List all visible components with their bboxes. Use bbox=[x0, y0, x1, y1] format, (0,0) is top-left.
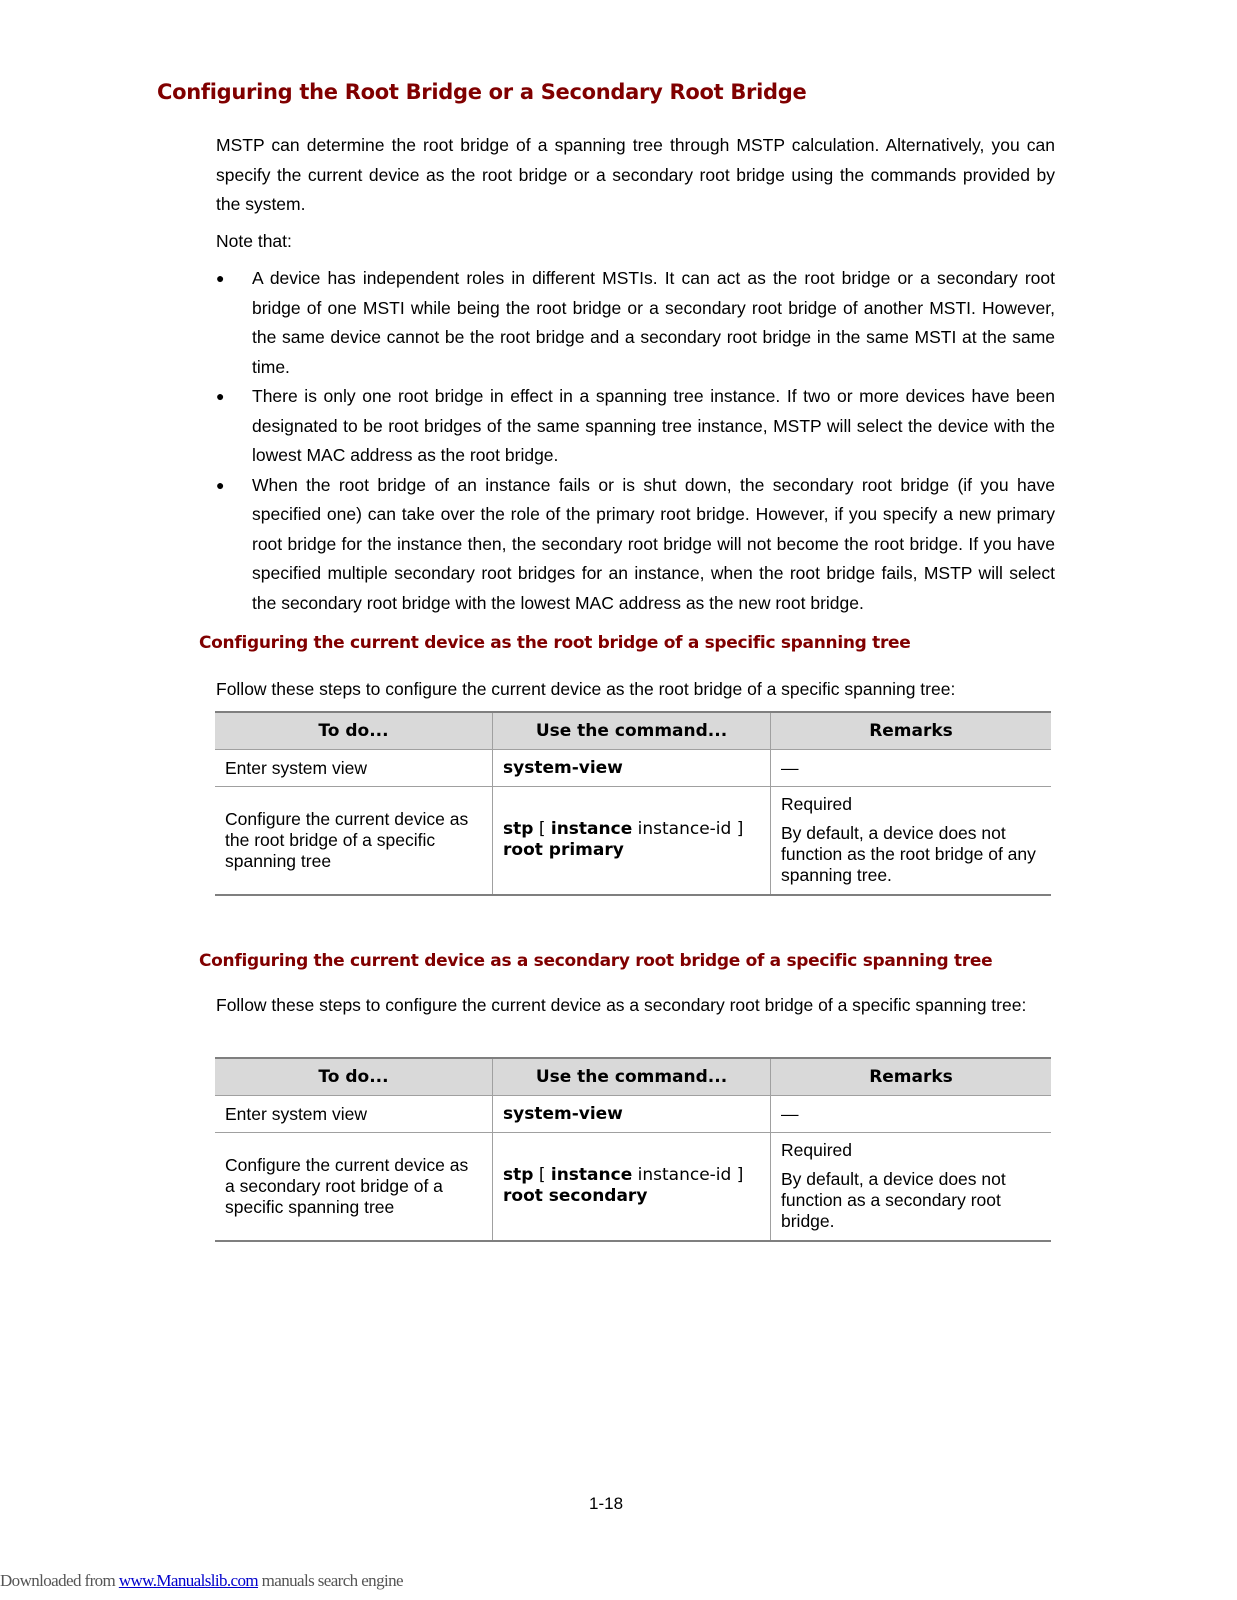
subsection-title-root-secondary: Configuring the current device as a secondary root bridge of a specific spanning tree bbox=[199, 951, 993, 971]
command-keyword: root primary bbox=[503, 840, 624, 861]
column-header-todo: To do... bbox=[215, 712, 493, 750]
notes-list bbox=[216, 264, 1055, 618]
column-header-command: Use the command... bbox=[493, 1058, 771, 1096]
command-argument: instance-id ] bbox=[632, 1165, 744, 1186]
command-cell bbox=[493, 1133, 771, 1241]
table-row bbox=[215, 750, 1051, 787]
command-keyword: instance bbox=[550, 1165, 633, 1186]
command-argument: instance-id ] bbox=[632, 819, 744, 840]
todo-cell: Configure the current device as a secondary root bridge of a specific spanning tree bbox=[215, 1133, 493, 1241]
remark-detail: By default, a device does not function as a secondary root bridge. bbox=[781, 1169, 1006, 1232]
command-cell: system-view bbox=[493, 1096, 771, 1133]
list-item bbox=[216, 382, 1055, 471]
command-table-root-primary bbox=[215, 711, 1051, 896]
remarks-cell: — bbox=[771, 1096, 1052, 1133]
todo-cell: Enter system view bbox=[215, 750, 493, 787]
table-row bbox=[215, 787, 1051, 895]
command-cell: system-view bbox=[493, 750, 771, 787]
remark-required: Required bbox=[781, 1140, 853, 1161]
table-row bbox=[215, 1133, 1051, 1241]
note-text: There is only one root bridge in effect in a spanning tree instance. If two or more devices have been designated to be root bridges of the same spanning tree instance, MSTP will select the device with the lowest MAC address as the root bridge. bbox=[252, 386, 1055, 465]
note-text: When the root bridge of an instance fails or is shut down, the secondary root bridge (if you have specified one) can take over the role of the primary root bridge. However, if you specify a new primary root bridge for the instance then, the secondary root bridge will not become the root bridge. If you have specified multiple secondary root bridges for an instance, when the root bridge fails, MSTP will select the secondary root bridge with the lowest MAC address as the new root bridge. bbox=[252, 474, 1055, 613]
subsection-title-root-primary: Configuring the current device as the root bridge of a specific spanning tree bbox=[199, 633, 911, 653]
bullet-icon: ● bbox=[216, 476, 225, 493]
intro-paragraph: MSTP can determine the root bridge of a spanning tree through MSTP calculation. Alternatively, you can specify the current device as the root bridge or a secondary root bridge using the commands provided by the system. bbox=[216, 135, 1055, 214]
command-keyword: root secondary bbox=[503, 1186, 648, 1207]
remarks-cell bbox=[771, 1133, 1052, 1241]
remark-detail: By default, a device does not function as the root bridge of any spanning tree. bbox=[781, 823, 1036, 886]
remarks-cell bbox=[771, 787, 1052, 895]
section-title: Configuring the Root Bridge or a Secondary Root Bridge bbox=[157, 80, 807, 104]
page-number: 1-18 bbox=[589, 1494, 624, 1513]
bullet-icon: ● bbox=[216, 388, 225, 404]
column-header-command: Use the command... bbox=[493, 712, 771, 750]
command-cell bbox=[493, 787, 771, 895]
command-bracket: [ bbox=[533, 819, 551, 840]
list-item bbox=[216, 264, 1055, 382]
subsection-lead: Follow these steps to configure the current device as a secondary root bridge of a specific spanning tree: bbox=[216, 995, 1027, 1015]
remark-required: Required bbox=[781, 794, 853, 815]
column-header-todo: To do... bbox=[215, 1058, 493, 1096]
table-header-row bbox=[215, 712, 1051, 750]
command-bracket: [ bbox=[533, 1165, 551, 1186]
table-header-row bbox=[215, 1058, 1051, 1096]
command-keyword: stp bbox=[503, 819, 534, 840]
subsection-lead: Follow these steps to configure the current device as the root bridge of a specific spanning tree: bbox=[216, 679, 956, 699]
column-header-remarks: Remarks bbox=[771, 712, 1052, 750]
todo-cell: Configure the current device as the root bridge of a specific spanning tree bbox=[215, 787, 493, 895]
table-row bbox=[215, 1096, 1051, 1133]
command-table-root-secondary bbox=[215, 1057, 1051, 1242]
footer-prefix: Downloaded from bbox=[0, 1571, 119, 1590]
manualslib-link[interactable]: www.Manualslib.com bbox=[118, 1571, 259, 1590]
remarks-cell: — bbox=[771, 750, 1052, 787]
footer-suffix: manuals search engine bbox=[258, 1571, 403, 1590]
download-footer bbox=[0, 1571, 403, 1591]
command-keyword: stp bbox=[503, 1165, 534, 1186]
note-label: Note that: bbox=[216, 231, 292, 251]
note-text: A device has independent roles in different MSTIs. It can act as the root bridge or a secondary root bridge of one MSTI while being the root bridge or a secondary root bridge of another MSTI. However, the same device cannot be the root bridge and a secondary root bridge in the same MSTI at the same time. bbox=[252, 268, 1055, 377]
column-header-remarks: Remarks bbox=[771, 1058, 1052, 1096]
todo-cell: Enter system view bbox=[215, 1096, 493, 1133]
command-keyword: instance bbox=[550, 819, 633, 840]
list-item bbox=[216, 471, 1055, 619]
bullet-icon: ● bbox=[216, 270, 225, 286]
